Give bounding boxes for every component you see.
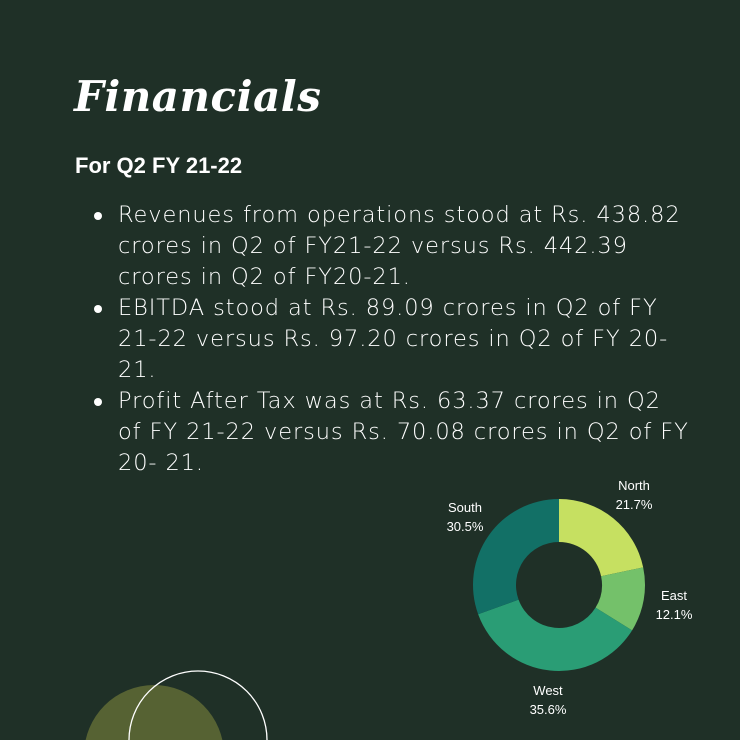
donut-value-south: 30.5%: [446, 519, 484, 534]
donut-label-west: West: [533, 683, 563, 698]
bullet-profit-after-tax: Profit After Tax was at Rs. 63.37 crores in Q2 of FY 21-22 versus Rs. 70.08 crores in Q2 of FY 20- 21.: [92, 386, 692, 479]
donut-value-north: 21.7%: [615, 497, 653, 512]
donut-label-east: East: [660, 588, 688, 603]
donut-label-south: South: [448, 500, 482, 515]
donut-slice-south: [473, 499, 559, 614]
donut-value-east: 12.1%: [655, 607, 693, 622]
decorative-filled-circle: [84, 685, 224, 740]
donut-label-north: North: [618, 478, 650, 493]
bullet-revenues: Revenues from operations stood at Rs. 438.82 crores in Q2 of FY21-22 versus Rs. 442.39 crores in Q2 of FY20-21.: [92, 200, 692, 293]
bullet-ebitda: EBITDA stood at Rs. 89.09 crores in Q2 of FY 21-22 versus Rs. 97.20 crores in Q2 of FY 20-21.: [92, 293, 692, 386]
donut-value-west: 35.6%: [529, 702, 567, 717]
page-title: Financials: [74, 72, 322, 121]
page-subtitle: For Q2 FY 21-22: [75, 153, 243, 178]
